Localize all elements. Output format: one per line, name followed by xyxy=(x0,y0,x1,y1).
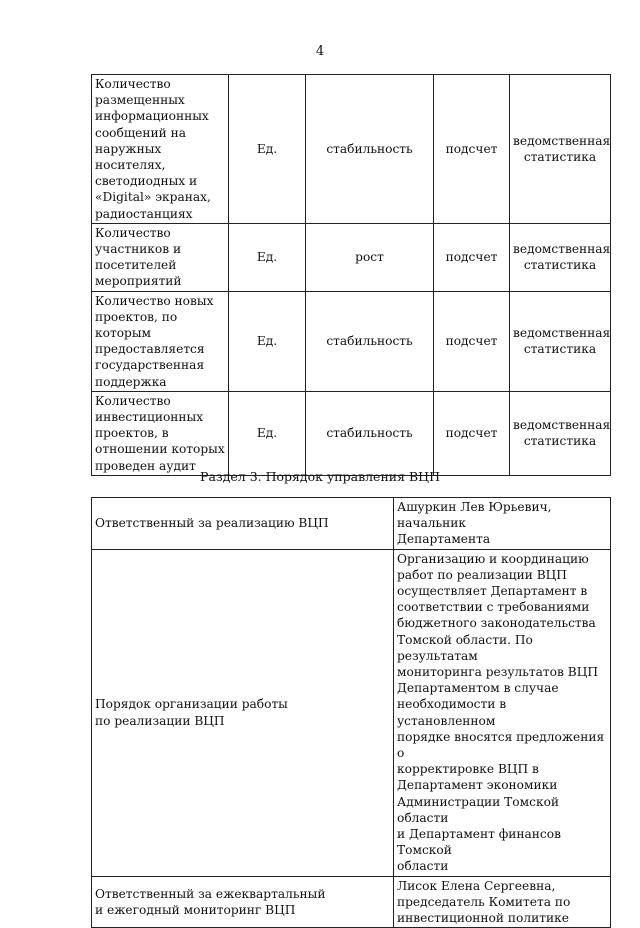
indicator-unit: Ед. xyxy=(229,391,306,475)
indicator-unit: Ед. xyxy=(229,223,306,291)
indicator-name: Количество инвестиционных проектов, в отношении которых проведен аудит xyxy=(92,391,229,475)
management-label: Порядок организации работы по реализации ВЦП xyxy=(92,549,394,876)
indicator-name: Количество новых проектов, по которым предоставляется государственная поддержка xyxy=(92,291,229,391)
indicator-trend: стабильность xyxy=(306,75,434,224)
management-value: Организацию и координацию работ по реализации ВЦП осуществляет Департамент в соответствии с требованиями бюджетного законодательства Томской области. По результатам мониторинга результатов ВЦП Департаментом в случае необходимости в установленном порядке вносятся предложения о корректировке ВЦП в Департамент экономики Администрации Томской области и Департамент финансов Томской области xyxy=(394,549,611,876)
indicator-method: подсчет xyxy=(434,75,510,224)
indicator-source: ведомственная статистика xyxy=(510,391,611,475)
table-row xyxy=(92,223,611,291)
indicator-name: Количество участников и посетителей мероприятий xyxy=(92,223,229,291)
section-title: Раздел 3. Порядок управления ВЦП xyxy=(200,469,440,484)
table-row xyxy=(92,549,611,876)
management-label: Ответственный за реализацию ВЦП xyxy=(92,498,394,550)
page-number: 4 xyxy=(315,44,325,59)
table-row xyxy=(92,876,611,928)
management-label: Ответственный за ежеквартальный и ежегодный мониторинг ВЦП xyxy=(92,876,394,928)
indicator-method: подсчет xyxy=(434,391,510,475)
indicator-name: Количество размещенных информационных сообщений на наружных носителях, светодиодных и «Digital» экранах, радиостанциях xyxy=(92,75,229,224)
management-table xyxy=(91,497,611,928)
indicator-unit: Ед. xyxy=(229,291,306,391)
indicator-trend: стабильность xyxy=(306,291,434,391)
indicator-source: ведомственная статистика xyxy=(510,291,611,391)
management-value: Ашуркин Лев Юрьевич, начальник Департамента xyxy=(394,498,611,550)
management-value: Лисок Елена Сергеевна, председатель Комитета по инвестиционной политике xyxy=(394,876,611,928)
indicator-unit: Ед. xyxy=(229,75,306,224)
table-row xyxy=(92,498,611,550)
indicators-table xyxy=(91,74,611,476)
indicator-method: подсчет xyxy=(434,223,510,291)
indicator-source: ведомственная статистика xyxy=(510,223,611,291)
table-row xyxy=(92,391,611,475)
indicator-trend: рост xyxy=(306,223,434,291)
table-row xyxy=(92,291,611,391)
indicator-method: подсчет xyxy=(434,291,510,391)
indicator-source: ведомственная статистика xyxy=(510,75,611,224)
table-row xyxy=(92,75,611,224)
indicator-trend: стабильность xyxy=(306,391,434,475)
